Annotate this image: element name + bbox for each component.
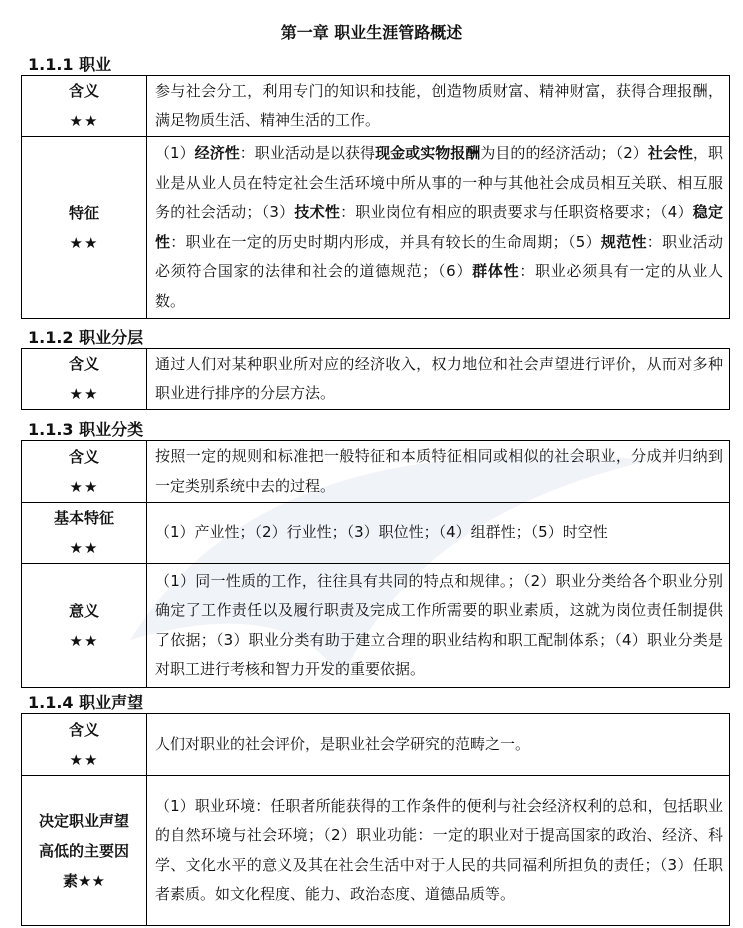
- row-label-cell: [22, 76, 147, 137]
- row-label: 含义: [68, 82, 99, 100]
- table-row: [22, 349, 730, 410]
- importance-stars: ★★: [69, 631, 99, 650]
- definition-text: 通过人们对某种职业所对应的经济收入，权力地位和社会声望进行评价，从而对多种职业进行排序的分层方法。: [147, 349, 730, 410]
- keyword: 社会性: [647, 144, 693, 162]
- table-row: [22, 76, 730, 137]
- definition-text: 按照一定的规则和标准把一般特征和本质特征相同或相似的社会职业，分成并归纳到一定类别系统中去的过程。: [147, 441, 730, 503]
- keyword: 现金或实物报酬: [375, 144, 481, 162]
- table-occupation-prestige: [21, 713, 730, 926]
- table-row: [22, 564, 730, 688]
- importance-stars: ★★: [69, 112, 99, 130]
- text-run: ：职业岗位有相应的职责要求与任职资格要求；（4）: [340, 203, 693, 221]
- table-occupation-stratification: [21, 348, 730, 410]
- section-heading-1-1-4: 1.1.4 职业声望: [28, 693, 144, 712]
- section-heading-1-1-2: 1.1.2 职业分层: [28, 328, 144, 347]
- row-label: 含义: [68, 447, 99, 466]
- row-label: 含义: [68, 720, 99, 739]
- table-row: [22, 776, 730, 926]
- importance-stars: ★★: [69, 750, 99, 769]
- text-run: （1）: [155, 144, 195, 162]
- keyword: 群体性: [472, 262, 520, 280]
- significance-text: （1）同一性质的工作，往往具有共同的特点和规律。；（2）职业分类给各个职业分别确定了工作责任以及履行职责及完成工作所需要的职业素质，这就为岗位责任制提供了依据；（3）职业分类有助于建立合理的职业结构和职工配制体系；（4）职业分类是对职工进行考核和智力开发的重要依据。: [147, 564, 730, 688]
- importance-stars: ★★: [69, 539, 99, 557]
- table-row: [22, 441, 730, 503]
- section-heading-1-1-1: 1.1.1 职业: [28, 55, 112, 74]
- importance-stars: ★★: [69, 385, 99, 403]
- importance-stars: ★★: [69, 477, 99, 496]
- row-label: 含义: [68, 355, 99, 373]
- text-run: ：职业必须具有一定的从业人数。: [155, 262, 723, 310]
- table-occupation-classification: [21, 440, 730, 688]
- definition-text: 参与社会分工，利用专门的知识和技能，创造物质财富、精神财富，获得合理报酬，满足物质生活、精神生活的工作。: [147, 76, 730, 137]
- row-label: 意义: [68, 601, 99, 620]
- basic-features-text: （1）产业性；（2）行业性；（3）职位性；（4）组群性；（5）时空性: [147, 503, 730, 564]
- importance-stars: ★★: [69, 233, 99, 252]
- section-heading-1-1-3: 1.1.3 职业分类: [28, 420, 144, 439]
- text-run: ：职业活动必须符合国家的法律和社会的道德规范；（6）: [155, 232, 723, 280]
- table-row: [22, 503, 730, 564]
- keyword: 稳定性: [155, 203, 723, 251]
- chapter-title: 第一章 职业生涯管路概述: [280, 23, 463, 42]
- row-label-cell: [22, 776, 147, 926]
- determining-factors-text: （1）职业环境：任职者所能获得的工作条件的便利与社会经济权利的总和，包括职业的自然环境与社会环境；（2）职业功能：一定的职业对于提高国家的政治、经济、科学、文化水平的意义及其在社会生活中对于人民的共同福利所担负的责任；（3）任职者素质。如文化程度、能力、政治态度、道德品质等。: [147, 776, 730, 926]
- row-label-cell: [22, 564, 147, 688]
- text-run: 为目的的经济活动；（2）: [480, 144, 648, 162]
- row-label-cell: [22, 441, 147, 503]
- row-label-cell: [22, 503, 147, 564]
- row-label: 基本特征: [53, 509, 114, 527]
- table-occupation: [21, 75, 730, 319]
- keyword: 经济性: [194, 144, 240, 162]
- row-label-cell: [22, 349, 147, 410]
- row-label: 特征: [68, 203, 99, 222]
- keyword: 技术性: [294, 203, 341, 221]
- text-run: ，职业是从业人员在特定社会生活环境中所从事的一种与其他社会成员相互关联、相互服务的社会活动；（3）: [155, 144, 723, 221]
- table-row: [22, 137, 730, 319]
- keyword: 规范性: [600, 232, 647, 251]
- text-run: ：职业活动是以获得: [239, 144, 376, 162]
- definition-text: 人们对职业的社会评价，是职业社会学研究的范畴之一。: [147, 714, 730, 776]
- row-label-cell: [22, 714, 147, 776]
- text-run: ：职业在一定的历史时期内形成，并具有较长的生命周期；（5）: [170, 232, 601, 251]
- row-label-cell: [22, 137, 147, 319]
- features-text: [147, 137, 730, 319]
- table-row: [22, 714, 730, 776]
- row-label: 决定职业声望高低的主要因素★★: [38, 811, 129, 890]
